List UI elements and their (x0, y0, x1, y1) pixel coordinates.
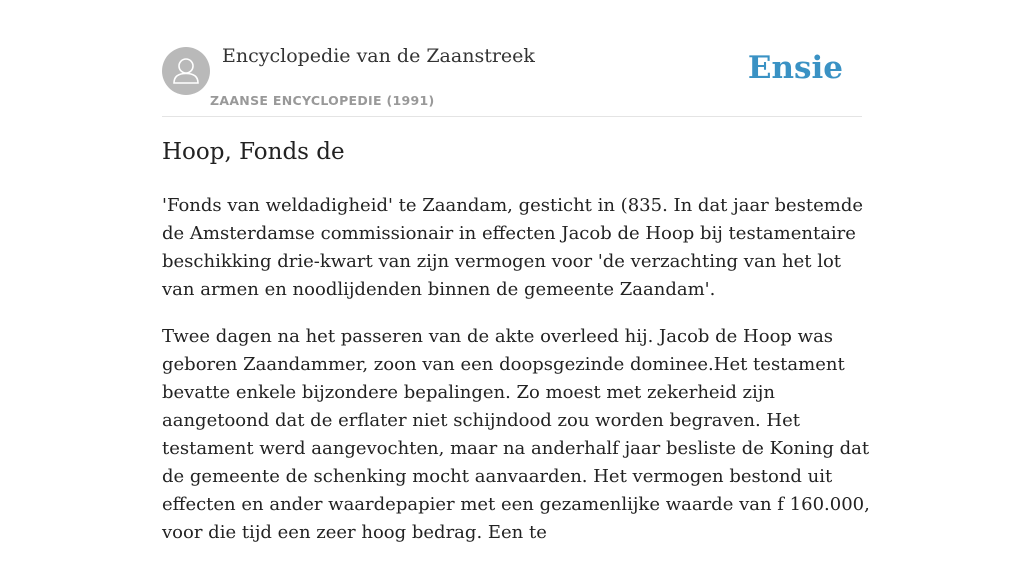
article-header (162, 0, 862, 117)
article-paragraph: Twee dagen na het passeren van de akte overleed hij. Jacob de Hoop was geboren Zaandammer, zoon van een doopsgezinde dominee.Het testament bevatte enkele bijzondere bepalingen. Zo moest met zekerheid zijn aangetoond dat de erflater niet schijndood zou worden begraven. Het testament werd aangevochten, maar na anderhalf jaar besliste de Koning dat de gemeente de schenking mocht aanvaarden. Het vermogen bestond uit effecten en ander waardepapier met een gezamenlijke waarde van f 160.000, voor die tijd een zeer hoog bedrag. Een te (162, 326, 870, 543)
ensie-logo[interactable]: Ensie (747, 50, 843, 86)
article-title: Hoop, Fonds de (162, 139, 345, 165)
article-paragraph: 'Fonds van weldadigheid' te Zaandam, gesticht in (835. In dat jaar bestemde de Amsterdamse commissionair in effecten Jacob de Hoop bij testamentaire beschikking drie-kwart van zijn vermogen voor 'de verzachting van het lot van armen en noodlijdenden binnen de gemeente Zaandam'. (162, 195, 864, 300)
source-title[interactable]: Encyclopedie van de Zaanstreek (222, 45, 535, 67)
user-placeholder-icon[interactable] (162, 47, 210, 95)
article-body (162, 192, 874, 566)
source-subtitle[interactable]: ZAANSE ENCYCLOPEDIE (1991) (210, 93, 435, 108)
